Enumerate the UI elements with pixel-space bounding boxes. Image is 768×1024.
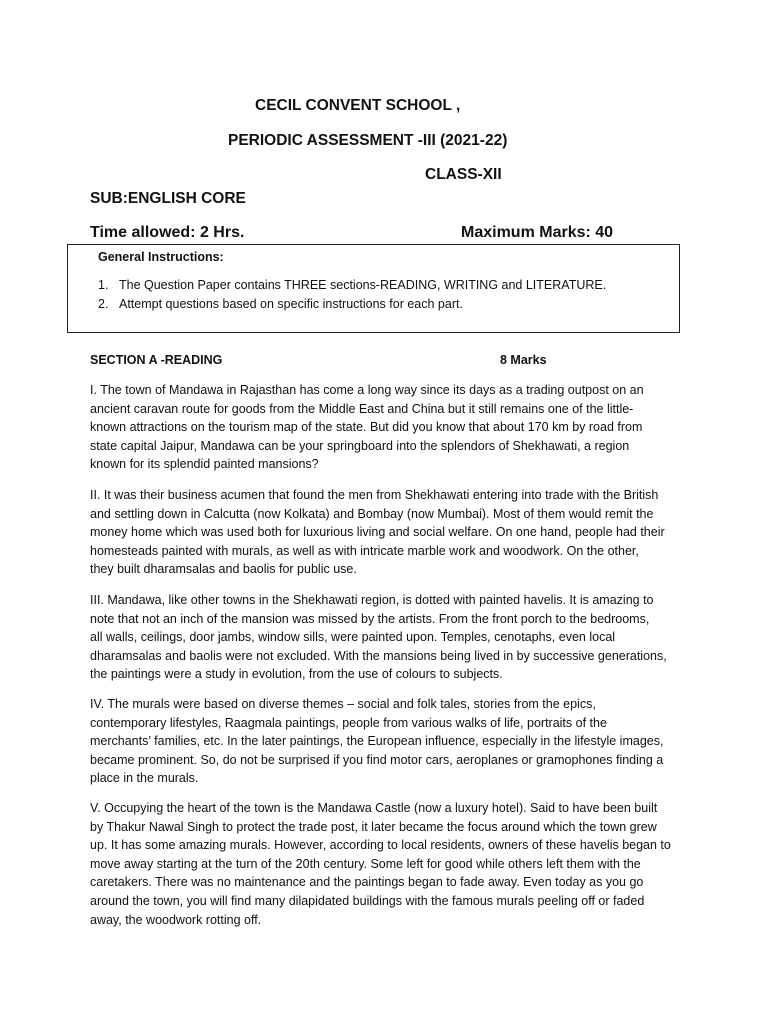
paragraph-line: merchants’ families, etc. In the later paintings, the European influence, especially in the lifestyle images, bbox=[90, 734, 664, 749]
passage-paragraph-3 bbox=[90, 591, 690, 684]
paragraph-line: by Thakur Nawal Singh to protect the trade post, it later became the focus around which the town grew bbox=[90, 819, 657, 834]
paragraph-line: caretakers. There was no maintenance and the paintings began to fade away. Even today as you go bbox=[90, 875, 644, 890]
instruction-number: 1. bbox=[98, 278, 109, 292]
paragraph-line: state capital Jaipur, Mandawa can be your springboard into the splendors of Shekhawati, a region bbox=[90, 438, 630, 453]
paragraph-line: homesteads painted with murals, as well as with intricate marble work and woodwork. On the other, bbox=[90, 543, 639, 558]
section-a-title: SECTION A -READING bbox=[90, 353, 223, 367]
passage-paragraph-4 bbox=[90, 695, 690, 788]
instruction-number: 2. bbox=[98, 297, 109, 311]
class-label: CLASS-XII bbox=[425, 166, 502, 183]
instructions-list bbox=[98, 278, 606, 316]
instructions-title: General Instructions: bbox=[98, 250, 224, 264]
paragraph-line: money home which was used both for luxurious living and social welfare. On one hand, people had their bbox=[90, 525, 665, 540]
paragraph-line: dharamsalas and baolis were not excluded. With the mansions being lived in by successive generations, bbox=[90, 648, 667, 663]
paragraph-line: I. The town of Mandawa in Rajasthan has come a long way since its days as a trading outpost on an bbox=[90, 383, 644, 397]
paragraph-line: ancient caravan route for goods from the Middle East and China but it still remains one of the little- bbox=[90, 401, 634, 416]
maximum-marks: Maximum Marks: 40 bbox=[461, 224, 614, 241]
paragraph-line: away, the woodwork rotting off. bbox=[90, 912, 262, 927]
paragraph-line: and settling down in Calcutta (now Kolkata) and Bombay (now Mumbai). Most of them would remit the bbox=[90, 506, 654, 521]
paragraph-line: move away starting at the turn of the 20th century. Some left for good while others left them with the bbox=[90, 856, 641, 871]
school-name: CECIL CONVENT SCHOOL , bbox=[255, 97, 461, 114]
instruction-item bbox=[98, 297, 606, 316]
passage-paragraph-2 bbox=[90, 486, 690, 579]
subject-label: SUB:ENGLISH CORE bbox=[90, 190, 246, 207]
passage-paragraph-5 bbox=[90, 799, 690, 929]
section-a-marks: 8 Marks bbox=[500, 353, 547, 367]
assessment-title: PERIODIC ASSESSMENT -III (2021-22) bbox=[228, 132, 508, 149]
paragraph-line: contemporary lifestyles, Raagmala paintings, people from various walks of life, portraits of the bbox=[90, 715, 607, 730]
paragraph-line: place in the murals. bbox=[90, 771, 199, 786]
time-allowed: Time allowed: 2 Hrs. bbox=[90, 224, 245, 241]
paragraph-line: all walls, ceilings, door jambs, window sills, were painted upon. Temples, cenotaphs, even local bbox=[90, 630, 616, 645]
instruction-text: The Question Paper contains THREE sections-READING, WRITING and LITERATURE. bbox=[119, 278, 607, 292]
paragraph-line: III. Mandawa, like other towns in the Shekhawati region, is dotted with painted havelis. It is amazing to bbox=[90, 593, 654, 607]
passage-paragraph-1 bbox=[90, 381, 690, 474]
paragraph-line: II. It was their business acumen that found the men from Shekhawati entering into trade with the British bbox=[90, 488, 659, 502]
instruction-text: Attempt questions based on specific instructions for each part. bbox=[119, 297, 463, 311]
paragraph-line: up. It has some amazing murals. However, according to local residents, owners of these havelis began to bbox=[90, 838, 671, 853]
paragraph-line: V. Occupying the heart of the town is the Mandawa Castle (now a luxury hotel). Said to have been built bbox=[90, 801, 658, 815]
paragraph-line: known for its splendid painted mansions? bbox=[90, 457, 319, 472]
paragraph-line: they built dharamsalas and baolis for public use. bbox=[90, 562, 357, 577]
paragraph-line: IV. The murals were based on diverse themes – social and folk tales, stories from the epics, bbox=[90, 697, 596, 711]
paragraph-line: became prominent. So, do not be surprised if you find motor cars, aeroplanes or gramophones finding a bbox=[90, 752, 664, 767]
paragraph-line: known attractions on the tourism map of the state. But did you know that about 170 km by road from bbox=[90, 420, 643, 435]
instruction-item bbox=[98, 278, 606, 297]
paragraph-line: note that not an inch of the mansion was missed by the artists. From the front porch to the bedrooms, bbox=[90, 611, 650, 626]
general-instructions-box bbox=[67, 244, 680, 333]
paragraph-line: the paintings were a study in evolution, from the use of colours to subjects. bbox=[90, 667, 503, 682]
paragraph-line: around the town, you will find many dilapidated buildings with the famous murals peeling off or faded bbox=[90, 893, 645, 908]
